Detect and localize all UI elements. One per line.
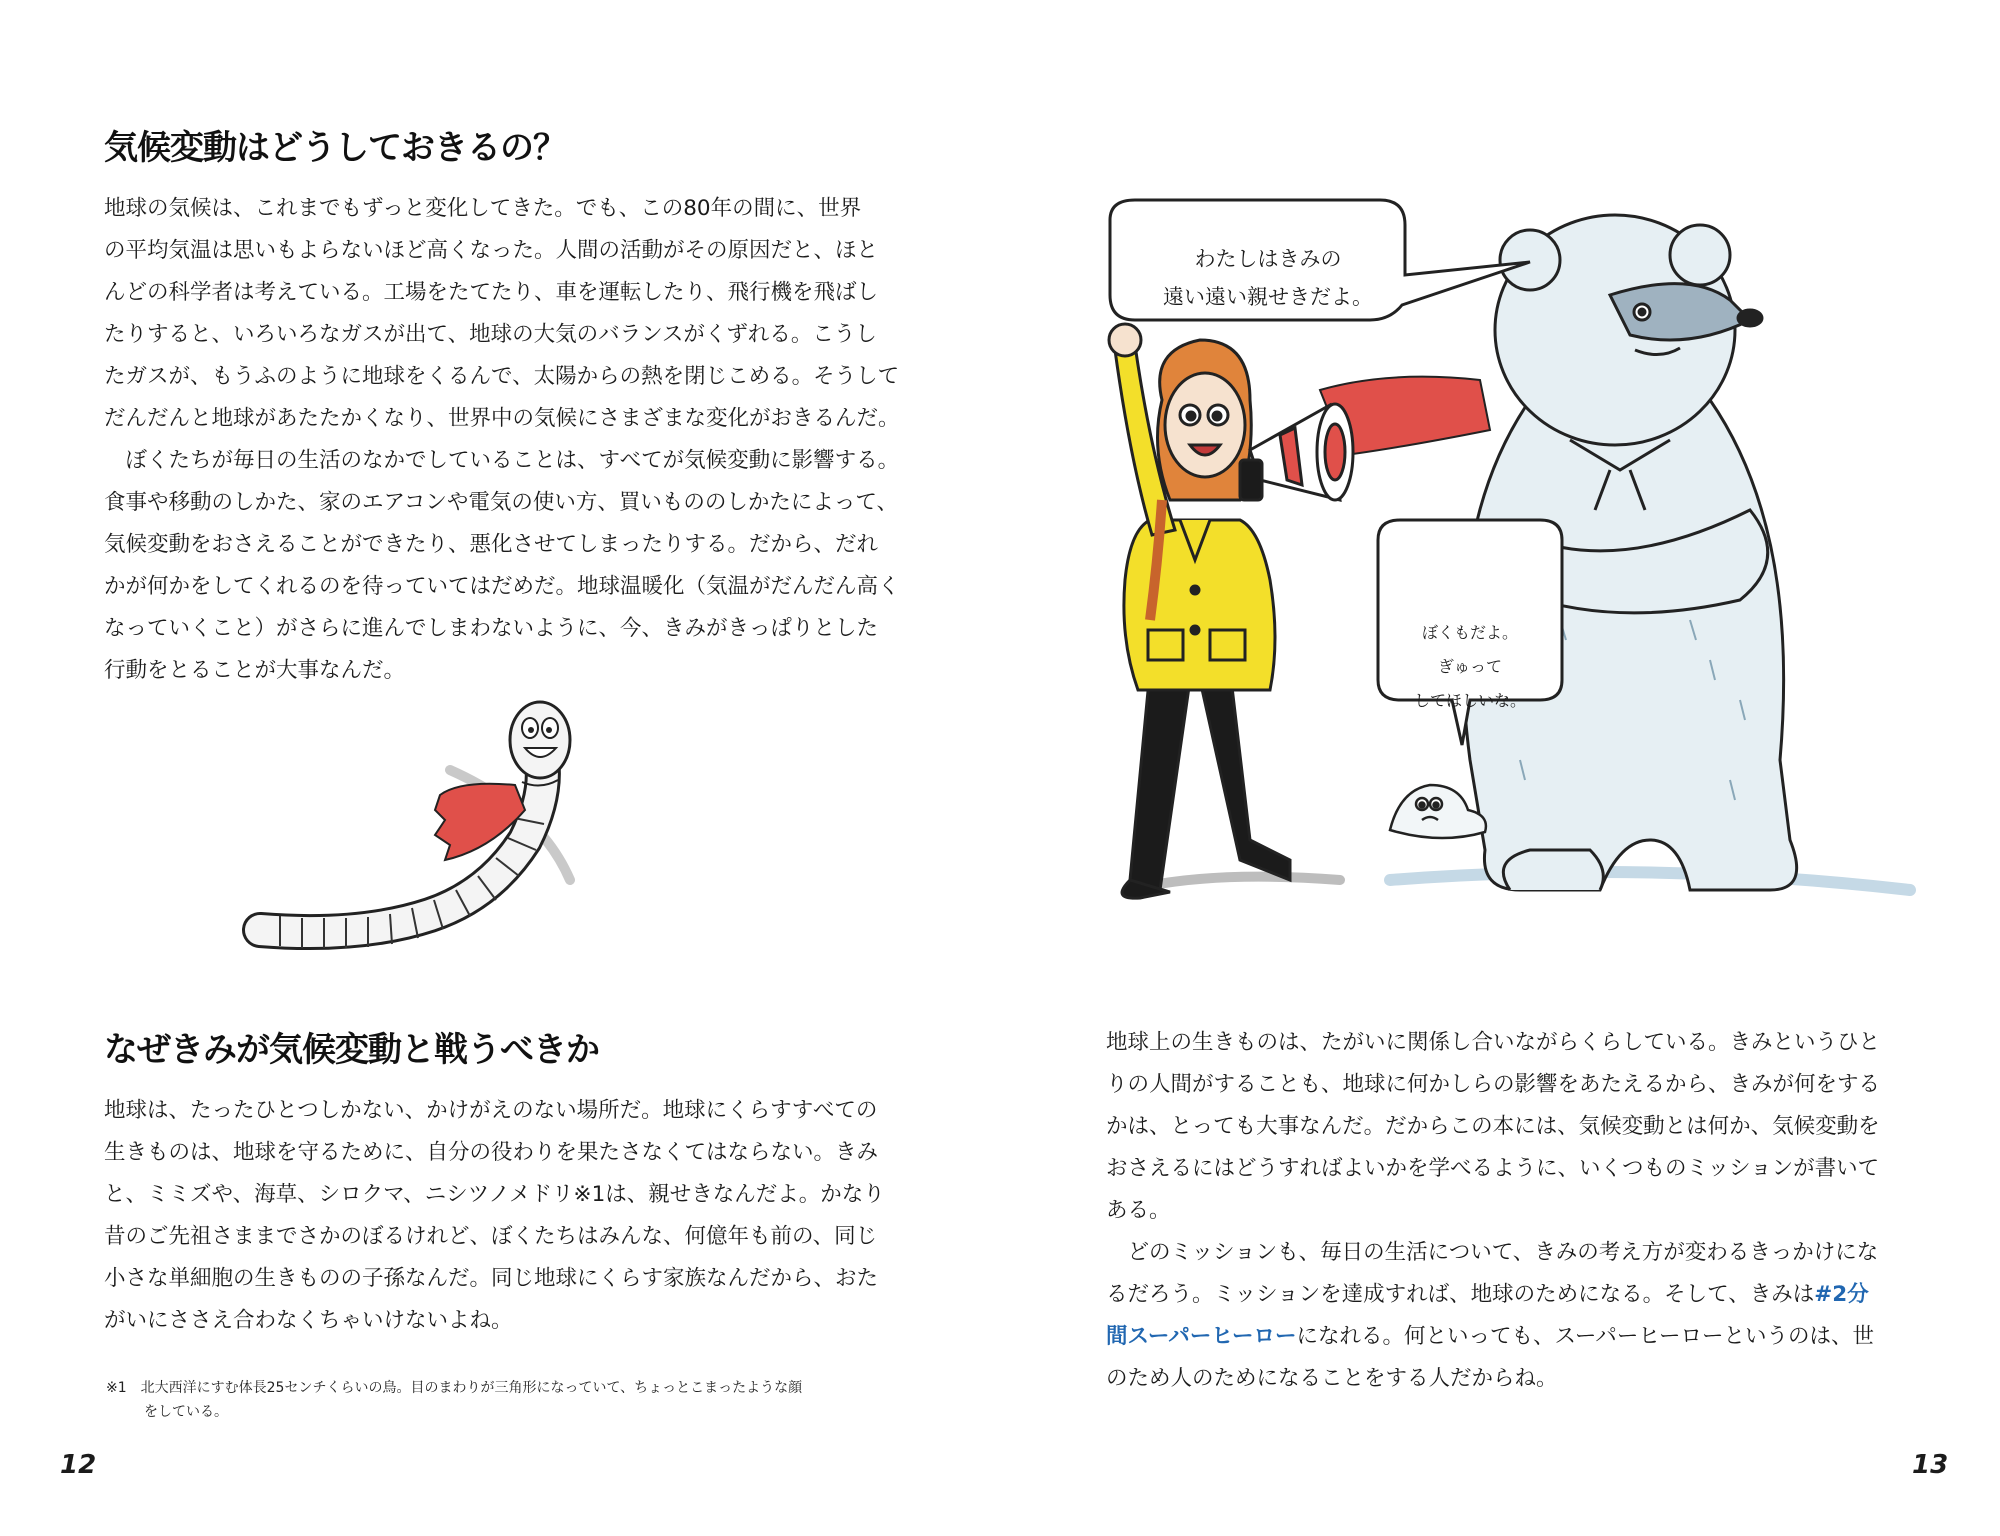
text-line — [1106, 1274, 1880, 1316]
text-line: 気候変動をおさえることができたり、悪化させてしまったりする。だから、だれ — [104, 532, 879, 557]
footnote-line: をしている。 — [144, 1404, 228, 1420]
text-line — [1106, 1316, 1880, 1358]
text-line: りの人間がすることも、地球に何かしらの影響をあたえるから、きみが何をする — [1106, 1072, 1881, 1097]
footnote — [106, 1376, 802, 1424]
text-line: 小さな単細胞の生きものの子孫なんだ。同じ地球にくらす家族なんだから、おた — [104, 1266, 879, 1291]
girl-with-megaphone — [1109, 324, 1290, 898]
text-line: たガスが、もうふのように地球をくるんで、太陽からの熱を閉じこめる。そうして — [104, 364, 900, 389]
text-line: 行動をとることが大事なんだ。 — [104, 658, 406, 683]
bear-bubble-text — [1128, 240, 1408, 316]
text-line: がいにささえ合わなくちゃいけないよね。 — [104, 1308, 513, 1333]
bubble-line: 遠い遠い親せきだよ。 — [1163, 285, 1373, 309]
text-line: だんだんと地球があたたかくなり、世界中の気候にさまざまな変化がおきるんだ。 — [104, 406, 900, 431]
text-line: 生きものは、地球を守るために、自分の役わりを果たさなくてはならない。きみ — [104, 1140, 879, 1165]
text-line: ある。 — [1106, 1198, 1171, 1223]
text-segment: になれる。何といっても、スーパーヒーローというのは、世 — [1296, 1324, 1874, 1349]
footnote-line: ※1 北大西洋にすむ体長25センチくらいの鳥。目のまわりが三角形になっていて、ちょっとこまったような顔 — [106, 1380, 803, 1396]
bubble-line: ぼくもだよ。 — [1421, 623, 1518, 642]
text-line: おさえるにはどうすればよいかを学べるように、いくつものミッションが書いて — [1106, 1156, 1880, 1181]
bubble-line: ぎゅって — [1437, 657, 1502, 676]
hashtag-2min-superhero: #2分 — [1814, 1282, 1869, 1307]
section-1-body — [104, 188, 900, 692]
right-page — [1000, 0, 2000, 1536]
text-line: と、ミミズや、海草、シロクマ、ニシツノメドリ※1は、親せきなんだよ。かなり — [104, 1182, 885, 1207]
page-number: 12 — [60, 1450, 97, 1480]
text-line: のため人のためになることをする人だからね。 — [1106, 1366, 1558, 1391]
text-line: ぼくたちが毎日の生活のなかでしていることは、すべてが気候変動に影響する。 — [125, 448, 900, 473]
text-line: 昔のご先祖さままでさかのぼるけれど、ぼくたちはみんな、何億年も前の、同じ — [104, 1224, 878, 1249]
text-line: んどの科学者は考えている。工場をたてたり、車を運転したり、飛行機を飛ばし — [104, 280, 879, 305]
hashtag-2min-superhero-cont: 間スーパーヒーロー — [1106, 1324, 1297, 1349]
text-line: かは、とっても大事なんだ。だからこの本には、気候変動とは何か、気候変動を — [1106, 1114, 1880, 1139]
text-line: たりすると、いろいろなガスが出て、地球の大気のバランスがくずれる。こうし — [104, 322, 877, 347]
section-2-body — [104, 1090, 885, 1342]
text-line: 地球上の生きものは、たがいに関係し合いながらくらしている。きみというひと — [1106, 1030, 1881, 1055]
earthworm-illustration — [240, 700, 700, 960]
megaphone — [1240, 404, 1353, 500]
text-line: 地球の気候は、これまでもずっと変化してきた。でも、この80年の間に、世界 — [104, 196, 862, 221]
text-line: なっていくこと）がさらに進んでしまわないように、今、きみがきっぱりとした — [104, 616, 879, 641]
text-segment: るだろう。ミッションを達成すれば、地球のためになる。そして、きみは — [1106, 1282, 1815, 1307]
bubble-line: してほしいな。 — [1413, 691, 1526, 710]
ice-bubble-text — [1388, 616, 1552, 718]
melting-ice-creature — [1390, 785, 1486, 838]
heading-why-you-should-fight: なぜきみが気候変動と戦うべきか — [104, 1030, 599, 1070]
bubble-line: わたしはきみの — [1194, 247, 1342, 271]
heading-why-climate-change: 気候変動はどうしておきるの？ — [104, 128, 566, 168]
text-line: の平均気温は思いもよらないほど高くなった。人間の活動がその原因だと、ほと — [104, 238, 879, 263]
page-number: 13 — [1912, 1450, 1949, 1480]
text-line: どのミッションも、毎日の生活について、きみの考え方が変わるきっかけにな — [1127, 1240, 1879, 1265]
text-line: かが何かをしてくれるのを待っていてはだめだ。地球温暖化（気温がだんだん高く — [104, 574, 900, 599]
text-line: 食事や移動のしかた、家のエアコンや電気の使い方、買いもののしかたによって、 — [104, 490, 898, 515]
text-line: 地球は、たったひとつしかない、かけがえのない場所だ。地球にくらすすべての — [104, 1098, 878, 1123]
right-page-body — [1106, 1022, 1880, 1400]
